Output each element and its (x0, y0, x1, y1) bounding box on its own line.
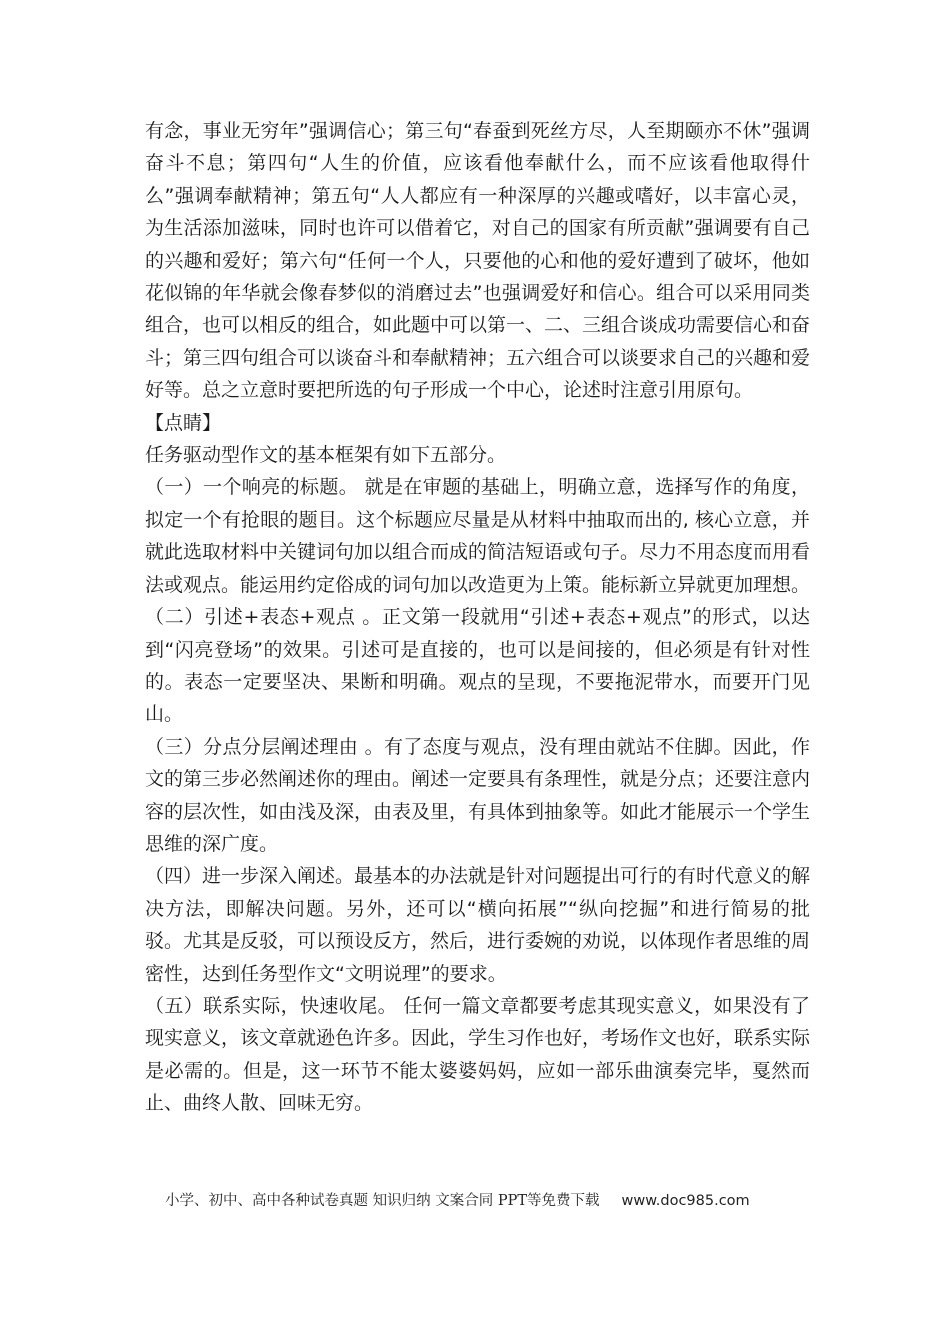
paragraph-part-3: （三）分点分层阐述理由 。有了态度与观点，没有理由就站不住脚。因此，作文的第三步必然阐述你的理由。阐述一定要具有条理性，就是分点；还要注意内容的层次性，如由浅及深，由表及里，有具体到抽象等。如此才能展示一个学生思维的深广度。 (145, 735, 811, 855)
paragraph-intro: 任务驱动型作文的基本框架有如下五部分。 (145, 444, 507, 467)
paragraph-part-4: （四）进一步深入阐述。最基本的办法就是针对问题提出可行的有时代意义的解决方法，即解决问题。另外，还可以“横向拓展”“纵向挖掘”和进行简易的批驳。尤其是反驳，可以预设反方，然后，进行委婉的劝说，以体现作者思维的周密性，达到任务型作文“文明说理”的要求。 (145, 865, 811, 985)
page-footer (165, 1190, 805, 1212)
paragraph-part-2: （二）引述+表态+观点 。正文第一段就用“引述+表态+观点”的形式，以达到“闪亮登场”的效果。引述可是直接的，也可以是间接的，但必须是有针对性的。表态一定要坚决、果断和明确。观点的呈现，不要拖泥带水，而要开门见山。 (145, 606, 810, 726)
section-heading-dianjing: 【点睛】 (145, 411, 222, 434)
paragraph-continuation: 有念，事业无穷年”强调信心；第三句“春蚕到死丝方尽，人至期颐亦不休”强调奋斗不息；第四句“人生的价值，应该看他奉献什么，而不应该看他取得什么”强调奉献精神；第五句“人人都应有一种深厚的兴趣或嗜好，以丰富心灵，为生活添加滋味，同时也许可以借着它，对自己的国家有所贡献”强调要有自己的兴趣和爱好；第六句“任何一个人，只要他的心和他的爱好遭到了破坏，他如花似锦的年华就会像春梦似的消磨过去”也强调爱好和信心。组合可以采用同类组合，也可以相反的组合，如此题中可以第一、二、三组合谈成功需要信心和奋斗；第三四句组合可以谈奋斗和奉献精神；五六组合可以谈要求自己的兴趣和爱好等。总之立意时要把所选的句子形成一个中心，论述时注意引用原句。 (145, 120, 811, 402)
document-body (145, 115, 810, 1120)
footer-url[interactable]: www.doc985.com (621, 1193, 750, 1209)
paragraph-part-5: （五）联系实际，快速收尾。 任何一篇文章都要考虑其现实意义，如果没有了现实意义，该文章就逊色许多。因此，学生习作也好，考场作文也好，联系实际是必需的。但是，这一环节不能太婆婆妈妈，应如一部乐曲演奏完毕，戛然而止、曲终人散、回味无穷。 (145, 994, 811, 1115)
paragraph-part-1: （一）一个响亮的标题。 就是在审题的基础上，明确立意，选择写作的角度，拟定一个有抢眼的题目。这个标题应尽量是从材料中抽取而出的, 核心立意，并就此选取材料中关键词句加以组合而成的简洁短语或句子。尽力不用态度而用看法或观点。能运用约定俗成的词句加以改造更为上策。能标新立异就更加理想。 (145, 476, 811, 596)
footer-text: 小学、初中、高中各种试卷真题 知识归纳 文案合同 PPT等免费下载 (165, 1193, 600, 1209)
